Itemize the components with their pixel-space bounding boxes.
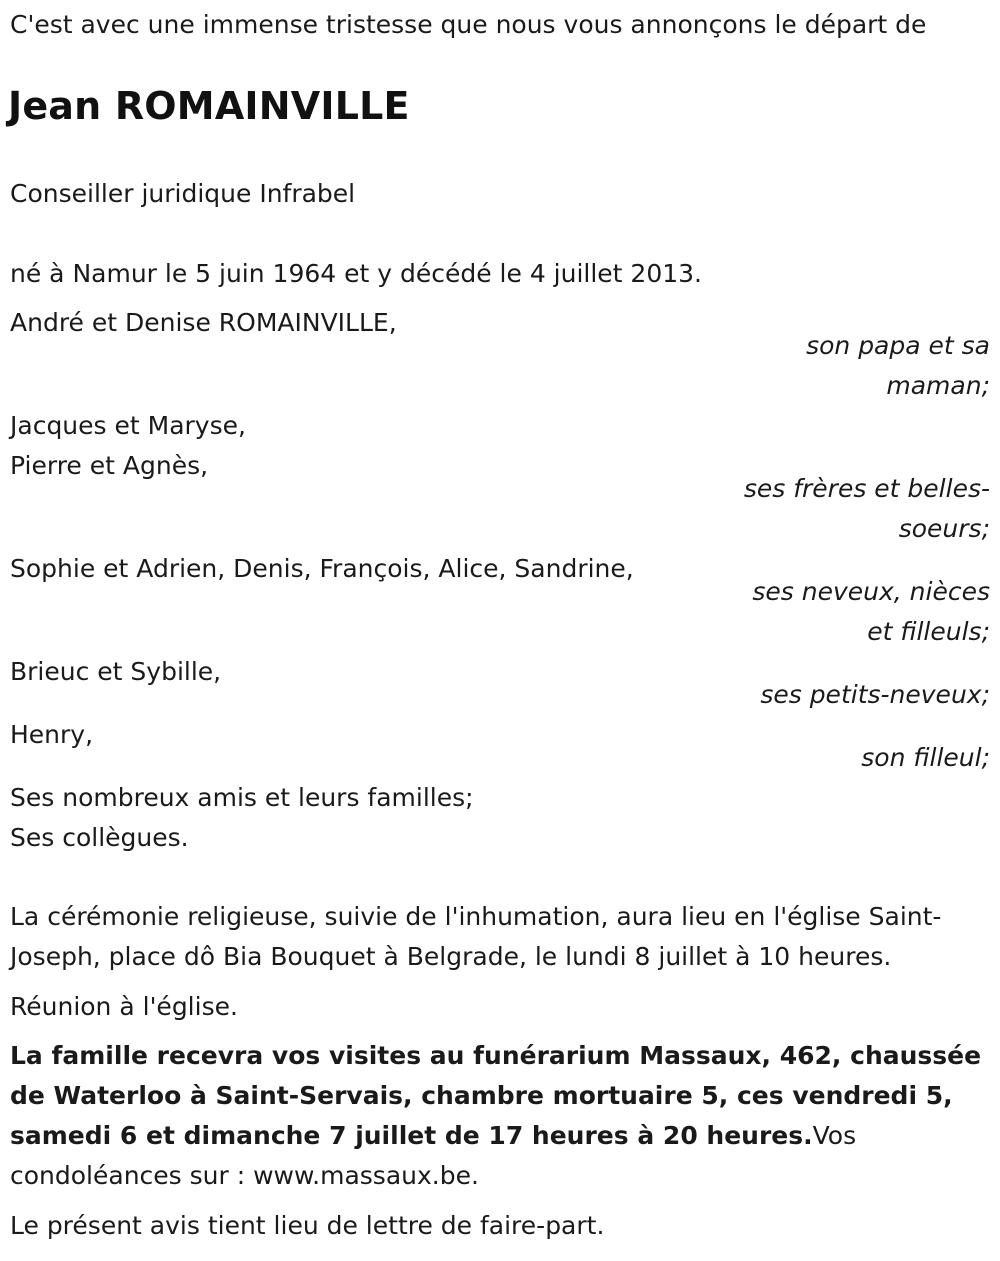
visits-last-line xyxy=(10,1116,990,1156)
others-colleagues: Ses collègues. xyxy=(10,823,189,852)
relation-line: son filleul; xyxy=(861,743,990,772)
relation-line: soeurs; xyxy=(898,514,990,543)
relation-line: ses neveux, nièces xyxy=(752,577,990,606)
family-grandnephews-names: Brieuc et Sybille, xyxy=(10,657,222,686)
relation-line: son papa et sa xyxy=(806,331,990,360)
others-friends: Ses nombreux amis et leurs familles; xyxy=(10,783,474,812)
visits-line: La famille recevra vos visites au funérarium Massaux, 462, chaussée xyxy=(10,1041,982,1070)
ceremony-line: Joseph, place dô Bia Bouquet à Belgrade, le lundi 8 juillet à 10 heures. xyxy=(10,942,892,971)
condolences-start: Vos xyxy=(812,1121,857,1150)
intro-text: C'est avec une immense tristesse que nous vous annonçons le départ de xyxy=(10,10,927,39)
family-nephews-names: Sophie et Adrien, Denis, François, Alice, Sandrine, xyxy=(10,554,634,583)
family-godson-relation xyxy=(861,738,990,778)
family-grandnephews-relation xyxy=(760,675,990,715)
birth-death-dates: né à Namur le 5 juin 1964 et y décédé le 4 juillet 2013. xyxy=(10,259,703,288)
relation-line: ses frères et belles- xyxy=(743,474,990,503)
family-siblings-name-1: Jacques et Maryse, xyxy=(10,411,246,440)
family-siblings-relation xyxy=(744,469,990,549)
family-godson-name: Henry, xyxy=(10,720,94,749)
relation-line: et filleuls; xyxy=(867,617,990,646)
visits-paragraph xyxy=(10,1036,990,1196)
deceased-name: Jean ROMAINVILLE xyxy=(8,84,410,128)
family-nephews-relation xyxy=(752,572,990,652)
visits-line: samedi 6 et dimanche 7 juillet de 17 heures à 20 heures. xyxy=(10,1121,813,1150)
relation-line: maman; xyxy=(886,371,990,400)
closing-note: Le présent avis tient lieu de lettre de faire-part. xyxy=(10,1211,605,1240)
visits-line: de Waterloo à Saint-Servais, chambre mortuaire 5, ces vendredi 5, xyxy=(10,1081,953,1110)
meeting-note: Réunion à l'église. xyxy=(10,992,238,1021)
relation-line: ses petits-neveux; xyxy=(760,680,990,709)
occupation: Conseiller juridique Infrabel xyxy=(10,179,356,208)
ceremony-paragraph xyxy=(10,897,990,977)
family-parents-names: André et Denise ROMAINVILLE, xyxy=(10,308,397,337)
condolences-line: condoléances sur : www.massaux.be. xyxy=(10,1161,479,1190)
ceremony-line: La cérémonie religieuse, suivie de l'inhumation, aura lieu en l'église Saint- xyxy=(10,902,942,931)
family-parents-relation xyxy=(806,326,990,406)
family-siblings-name-2: Pierre et Agnès, xyxy=(10,451,209,480)
